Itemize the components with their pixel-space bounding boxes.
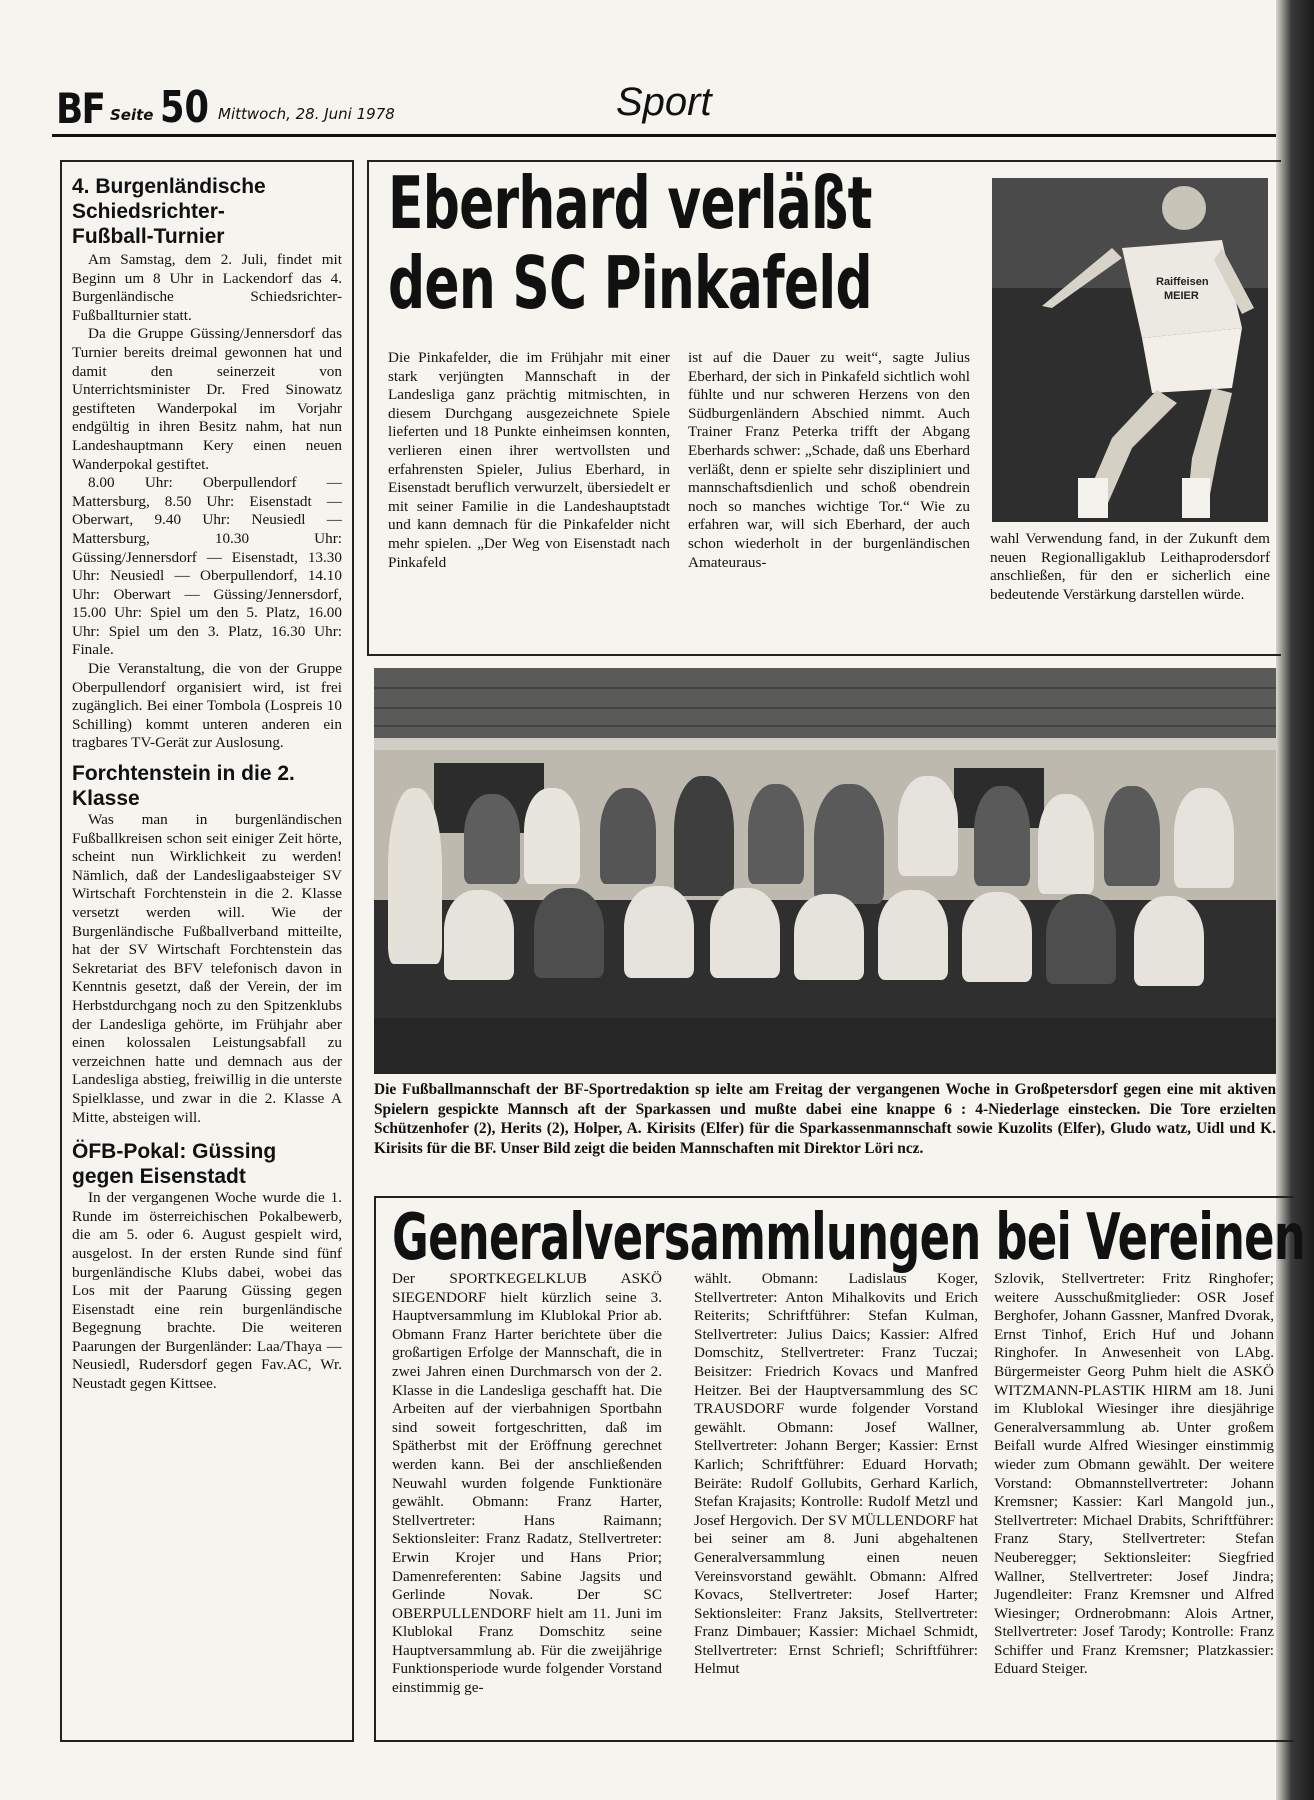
standing-player xyxy=(674,776,734,896)
standing-player xyxy=(974,786,1030,886)
newspaper-logo: BF xyxy=(56,84,105,133)
standing-player xyxy=(1038,794,1094,894)
kneeling-player xyxy=(1134,896,1204,986)
standing-player xyxy=(898,776,958,876)
standing-player xyxy=(464,794,520,884)
kneeling-player xyxy=(794,894,864,980)
kneeling-player xyxy=(962,892,1032,982)
eberhard-col3: wahl Verwendung fand, in der Zukunft dem neuen Regionalligaklub Leithaprodersdorf anschließen, für den er sicherlich eine bedeutende Verstärkung darstellen würde. xyxy=(990,530,1270,603)
paragraph: In der vergangenen Woche wurde die 1. Runde im österreichischen Pokalbewerb, die am 5. oder 6. August gespielt wird, ausgelost. In der ersten Runde sind fünf burgenländische Klubs dabei, wobei das Los mit der Paarung Güssing gegen Eisenstadt eine rein burgenländische Begegnung brachte. Die weiteren Paarungen der Burgenländer: Laa/Thaya — Neusiedl, Rudersdorf gegen Fav.AC, Wr. Neustadt gegen Kittsee. xyxy=(72,1189,342,1393)
left-column xyxy=(60,160,354,1742)
standing-player xyxy=(1174,788,1234,888)
standing-player xyxy=(600,788,656,884)
eberhard-photo xyxy=(992,178,1268,522)
kneeling-player xyxy=(534,888,604,978)
paragraph: Was man in burgenländischen Fußballkreisen schon seit einiger Zeit hörte, scheint nun Wirklichkeit zu werden! Nämlich, daß der Landesligaabsteiger SV Wirtschaft Forchtenstein in die 2. Klasse versetzt werden will. Wie der Burgenländische Fußballverband mitteilte, hat der SV Wirtschaft Forchtenstein das Sekretariat des BFV telefonisch davon in Kenntnis gesetzt, daß der Verein, der im Herbstdurchgang noch zu den Spitzenklubs der Landesliga gehörte, im Frühjahr aber einen kolossalen Leistungsabfall zu verzeichnen hatte und demnach aus der Landesliga abstieg, freiwillig in die unterste Spielklasse, und zwar in die 2. Klasse A Mitte, absteigen will. xyxy=(72,811,342,1126)
masthead-rule xyxy=(52,134,1276,137)
eberhard-col2: ist auf die Dauer zu weit“, sagte Julius Eberhard, der sich in Pinkafeld sichtlich wohl fühlte und nur schweren Herzens von den Südburgenländern Abschied nimmt. Auch Trainer Franz Peterka trifft der Abgang Eberhards schwer: „Schade, daß uns Eberhard verläßt, denn er spielte sehr diszipliniert und mannschaftsdienlich und schoß obendrein noch so manches wichtige Tor.“ Wie zu erfahren war, will sich Eberhard, der auch schon wiederholt in der burgenländischen Amateuraus- xyxy=(688,349,970,571)
eberhard-col1: Die Pinkafelder, die im Frühjahr mit einer stark verjüngten Mannschaft in der Landesliga ganz prächtig mitmischten, in diesem Durchgang ausgezeichnete Spiele lieferten und 18 Punkte einheimsen konnten, verlieren einen ihrer wertvollsten und erfahrensten Spieler, Julius Eberhard, in Eisenstadt beruflich verwurzelt, übersiedelt er mit seiner Familie in die Landeshauptstadt und kann demnach für die Pinkafelder nicht mehr spielen. „Der Weg von Eisenstadt nach Pinkafeld xyxy=(388,349,670,571)
issue-date: Mittwoch, 28. Juni 1978 xyxy=(218,105,395,123)
kneeling-player xyxy=(878,890,948,980)
eberhard-headline-line1: Eberhard verläßt xyxy=(388,161,872,245)
article3-body xyxy=(72,1189,342,1394)
standing-player xyxy=(1104,786,1160,886)
shirt-sponsor-text: Raiffeisen xyxy=(1156,276,1209,288)
standing-player xyxy=(388,788,442,964)
kneeling-player xyxy=(444,890,514,980)
shirt-sponsor-text-2: MEIER xyxy=(1164,290,1199,302)
article2-body xyxy=(72,811,342,1127)
paragraph: Die Veranstaltung, die von der Gruppe Oberpullendorf organisiert wird, ist frei zugänglich. Bei einer Tombola (Lospreis 10 Schilling) kommt unteren anderen ein tragbares TV-Gerät zur Auslosung. xyxy=(72,660,342,752)
team-photo-caption: Die Fußballmannschaft der BF-Sportredaktion sp ielte am Freitag der vergangenen Woche in Großpetersdorf gegen eine mit aktiven Spielern gespickte Mannsch aft der Sparkassen und mußte dabei eine knappe 6 : 4-Niederlage einstecken. Die Tore erzielten Schützenhofer (2), Herits (2), Holper, A. Kirisits (Elfer) für die Sparkassenmannschaft sowie Kuzolits (Elfer), Gludo watz, Uidl und K. Kirisits für die BF. Unser Bild zeigt die beiden Mannschaften mit Direktor Löri ncz. xyxy=(374,1081,1276,1157)
article1-body xyxy=(72,251,342,753)
paragraph: 8.00 Uhr: Oberpullendorf — Mattersburg, 8.50 Uhr: Eisenstadt — Oberwart, 9.40 Uhr: Neusiedl — Mattersburg, 10.30 Uhr: Güssing/Jennersdorf — Eisenstadt, 13.30 Uhr: Neusiedl — Oberpullendorf, 14.10 Uhr: Oberwart — Güssing/Jennersdorf, 15.00 Uhr: Spiel um den 5. Platz, 16.00 Uhr: Spiel um den 3. Platz, 16.30 Uhr: Finale. xyxy=(72,474,342,659)
standing-player xyxy=(748,784,804,884)
article2-title: Forchtenstein in die 2. Klasse xyxy=(72,762,295,811)
page-label: Seite xyxy=(110,106,154,124)
general-meetings-headline: Generalversammlungen bei Vereinen xyxy=(392,1201,1306,1275)
eberhard-headline-line2: den SC Pinkafeld xyxy=(388,241,872,325)
article1-title: 4. Burgenländische Schiedsrichter-Fußball-Turnier xyxy=(72,175,266,248)
article3-title: ÖFB-Pokal: Güssing gegen Eisenstadt xyxy=(72,1140,277,1189)
general-col3: Szlovik, Stellvertreter: Fritz Ringhofer; weitere Ausschußmitglieder: OSR Josef Berghofer, Johann Gassner, Manfred Dvorak, Ernst Tinhof, Erich Huf und Johann Ringhofer. In Anwesenheit von LAbg. Bürgermeister Georg Puhm hielt die ASKÖ WITZMANN-PLASTIK HIRM am 18. Juni im Klublokal Wiesinger ihre diesjährige Generalversammlung ab. Unter großem Beifall wurde Alfred Wiesinger einstimmig wieder zum Obmann gewählt. Der weitere Vorstand: Obmannstellvertreter: Johann Kremsner; Kassier: Karl Mangold jun., Stellvertreter: Michael Drabits, Schriftführer: Franz Stary, Stellvertreter: Stefan Neuberegger; Sektionsleiter: Siegfried Wallner, Stellvertreter: Josef Jindra; Jugendleiter: Franz Kremsner und Alfred Wiesinger; Ordnerobmann: Alois Artner, Stellvertreter: Josef Tarody; Kontrolle: Franz Schiffer und Franz Kremsner; Platzkassier: Eduard Steiger. xyxy=(994,1270,1274,1678)
page-number: 50 xyxy=(160,82,209,133)
general-col1: Der SPORTKEGELKLUB ASKÖ SIEGENDORF hielt kürzlich seine 3. Hauptversammlung im Klublokal Prior ab. Obmann Franz Harter berichtete über die großartigen Erfolge der Mannschaft, die in zwei Jahren einen Durchmarsch von der 2. Klasse in die Landesliga geschafft hat. Die Arbeiten auf der vierbahnigen Sportbahn sind soweit fortgeschritten, daß im Spätherbst mit der Eröffnung gerechnet werden kann. Bei der anschließenden Neuwahl wurden folgende Funktionäre gewählt. Obmann: Franz Harter, Stellvertreter: Hans Raimann; Sektionsleiter: Franz Radatz, Stellvertreter: Erwin Krojer und Hans Prior; Damenreferenten: Sabine Jagsits und Gerlinde Novak. Der SC OBERPULLENDORF hielt am 11. Juni im Klublokal Franz Domschitz seine Hauptversammlung ab. Für die zweijährige Funktionsperiode wurde folgender Vorstand einstimmig ge- xyxy=(392,1270,662,1697)
player-illustration xyxy=(992,178,1268,522)
paragraph: Am Samstag, dem 2. Juli, findet mit Beginn um 8 Uhr in Lackendorf das 4. Burgenländische Schiedsrichter-Fußballturnier statt. xyxy=(72,251,342,324)
general-col2: wählt. Obmann: Ladislaus Koger, Stellvertreter: Anton Mihalkovits und Erich Reiterits; Schriftführer: Stefan Kulman, Stellvertreter: Julius Daics; Kassier: Alfred Domschitz, Stellvertreter: Franz Tuczai; Beisitzer: Friedrich Kovacs und Manfred Heitzer. Bei der Hauptversammlung des SC TRAUSDORF wurde folgender Vorstand gewählt. Obmann: Josef Wallner, Stellvertreter: Johann Berger; Kassier: Ernst Karlich; Schriftführer: Eduard Horvath; Beiräte: Rudolf Gollubits, Gerhard Karlich, Stefan Krajasits; Kontrolle: Rudolf Metzl und Josef Hergovich. Der SV MÜLLENDORF hat bei seiner am 8. Juni abgehaltenen Generalversammlung einen neuen Vereinsvorstand gewählt. Obmann: Alfred Kovacs, Stellvertreter: Josef Harter; Sektionsleiter: Franz Jaksits, Stellvertreter: Franz Dimbauer; Kassier: Michael Schmidt, Stellvertreter: Ernst Schriefl; Schriftführer: Helmut xyxy=(694,1270,978,1678)
kneeling-player xyxy=(624,886,694,978)
section-title: Sport xyxy=(616,80,712,124)
kneeling-player xyxy=(1046,894,1116,984)
standing-player xyxy=(814,784,884,904)
paragraph: Da die Gruppe Güssing/Jennersdorf das Turnier bereits dreimal gewonnen hat und damit den seinerzeit von Unterrichtsminister Dr. Fred Sinowatz gestifteten Wanderpokal im Vorjahr endgültig in ihren Besitz nahm, hat nun Landeshauptmann Kery einen neuen Wanderpokal gestiftet. xyxy=(72,325,342,473)
kneeling-player xyxy=(710,888,780,978)
standing-player xyxy=(524,788,580,884)
team-players xyxy=(374,668,1276,1074)
